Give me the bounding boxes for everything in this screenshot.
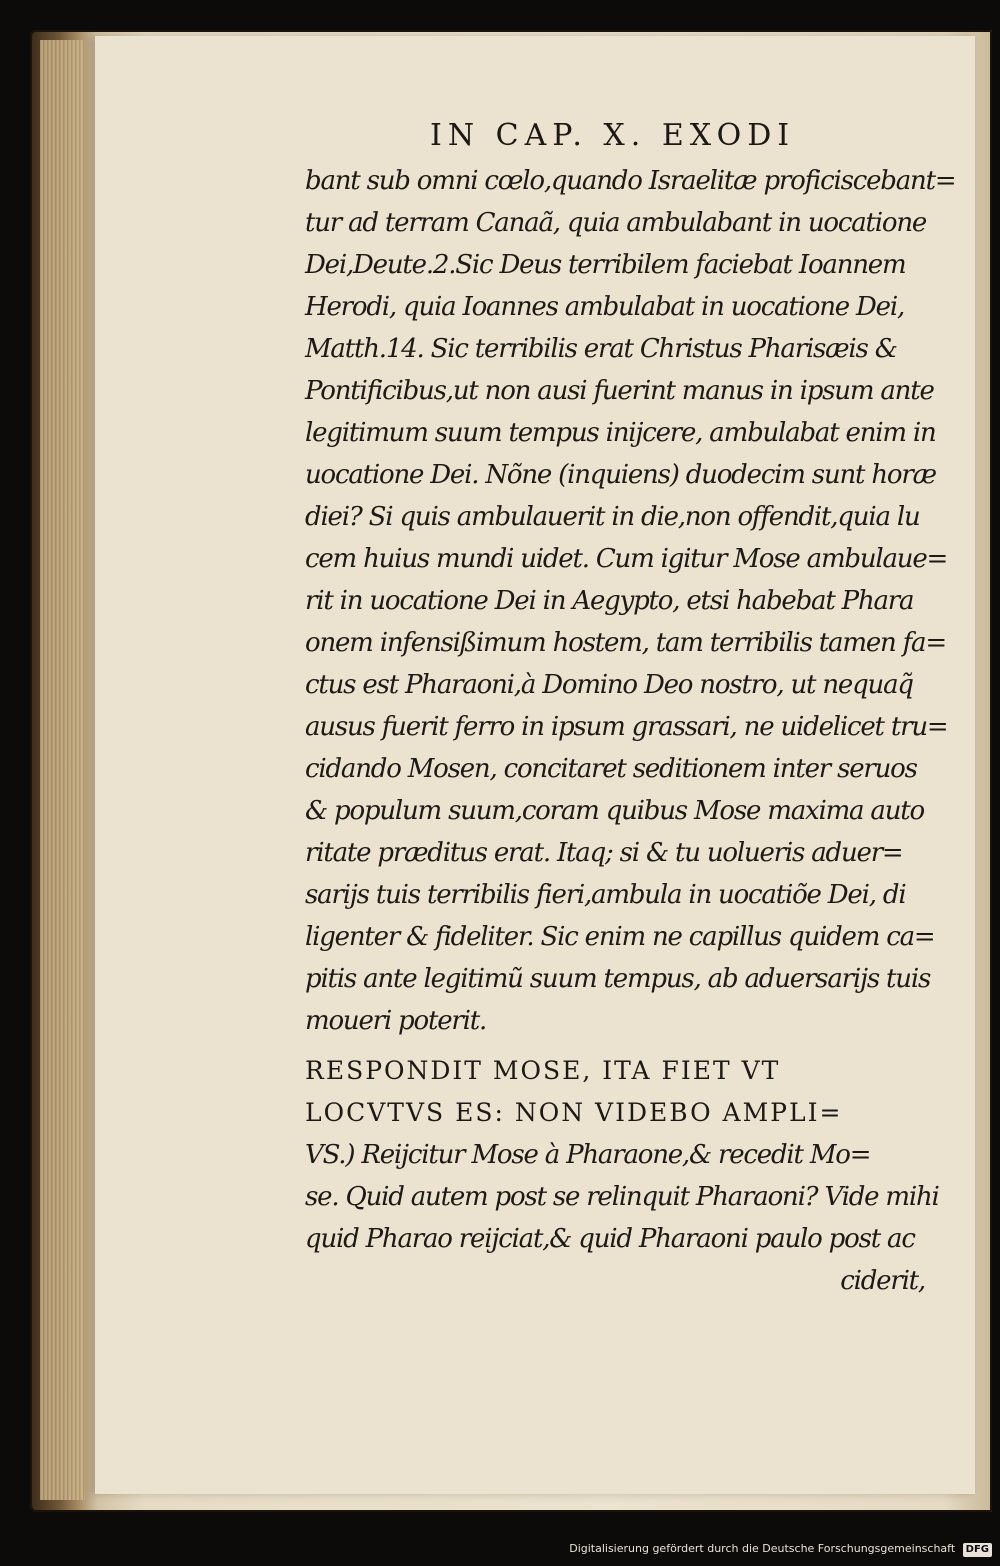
text-line-23: se. Quid autem post se relinquit Pharaoni? Vide mihi (305, 1182, 939, 1212)
text-line-1: bant sub omni cœlo,quando Israelitæ proficiscebant= (305, 166, 956, 196)
footer-text: Digitalisierung gefördert durch die Deutsche Forschungsgemeinschaft (569, 1542, 956, 1555)
text-line-10: cem huius mundi uidet. Cum igitur Mose ambulaue= (305, 544, 948, 574)
text-line-5: Matth.14. Sic terribilis erat Christus Pharisæis & (305, 334, 897, 364)
body-text (305, 160, 955, 1302)
text-line-8: uocatione Dei. Nõne (inquiens) duodecim sunt horæ (305, 460, 936, 490)
text-line-15: cidando Mosen, concitaret seditionem inter seruos (305, 754, 917, 784)
text-line-18: sarijs tuis terribilis fieri,ambula in uocatiõe Dei, di (305, 880, 906, 910)
caps-line-1: RESPONDIT MOSE, ITA FIET VT (305, 1056, 781, 1085)
text-line-12: onem infensißimum hostem, tam terribilis tamen fa= (305, 628, 946, 658)
caps-line-2: LOCVTVS ES: NON VIDEBO AMPLI= (305, 1098, 843, 1127)
dfg-badge: DFG (963, 1543, 992, 1557)
text-line-22: VS.) Reijcitur Mose à Pharaone,& recedit Mo= (305, 1140, 871, 1170)
text-line-9: diei? Si quis ambulauerit in die,non offendit,quia lu (305, 502, 920, 532)
text-line-14: ausus fuerit ferro in ipsum grassari, ne uidelicet tru= (305, 712, 948, 742)
text-line-16: & populum suum,coram quibus Mose maxima auto (305, 796, 924, 826)
text-line-3: Dei,Deute.2.Sic Deus terribilem faciebat Ioannem (305, 250, 906, 280)
text-line-6: Pontificibus,ut non ausi fuerint manus in ipsum ante (305, 376, 934, 406)
text-line-20: pitis ante legitimũ suum tempus, ab aduersarijs tuis (305, 964, 931, 994)
text-line-4: Herodi, quia Ioannes ambulabat in uocatione Dei, (305, 292, 905, 322)
text-line-2: tur ad terram Canaã, quia ambulabant in uocatione (305, 208, 927, 238)
text-line-17: ritate præditus erat. Itaq; si & tu uolueris aduer= (305, 838, 903, 868)
digitization-footer (569, 1542, 992, 1562)
text-line-24: quid Pharao reijciat,& quid Pharaoni paulo post ac (305, 1224, 915, 1254)
catchword: ciderit, (840, 1266, 925, 1296)
text-line-13: ctus est Pharaoni,à Domino Deo nostro, ut nequaq̃ (305, 670, 913, 700)
text-line-21: moueri poterit. (305, 1006, 487, 1036)
page-edges (40, 40, 85, 1500)
text-line-7: legitimum suum tempus inijcere, ambulabat enim in (305, 418, 936, 448)
running-title: IN CAP. X. EXODI (430, 118, 796, 153)
text-line-19: ligenter & fideliter. Sic enim ne capillus quidem ca= (305, 922, 935, 952)
text-line-11: rit in uocatione Dei in Aegypto, etsi habebat Phara (305, 586, 914, 616)
